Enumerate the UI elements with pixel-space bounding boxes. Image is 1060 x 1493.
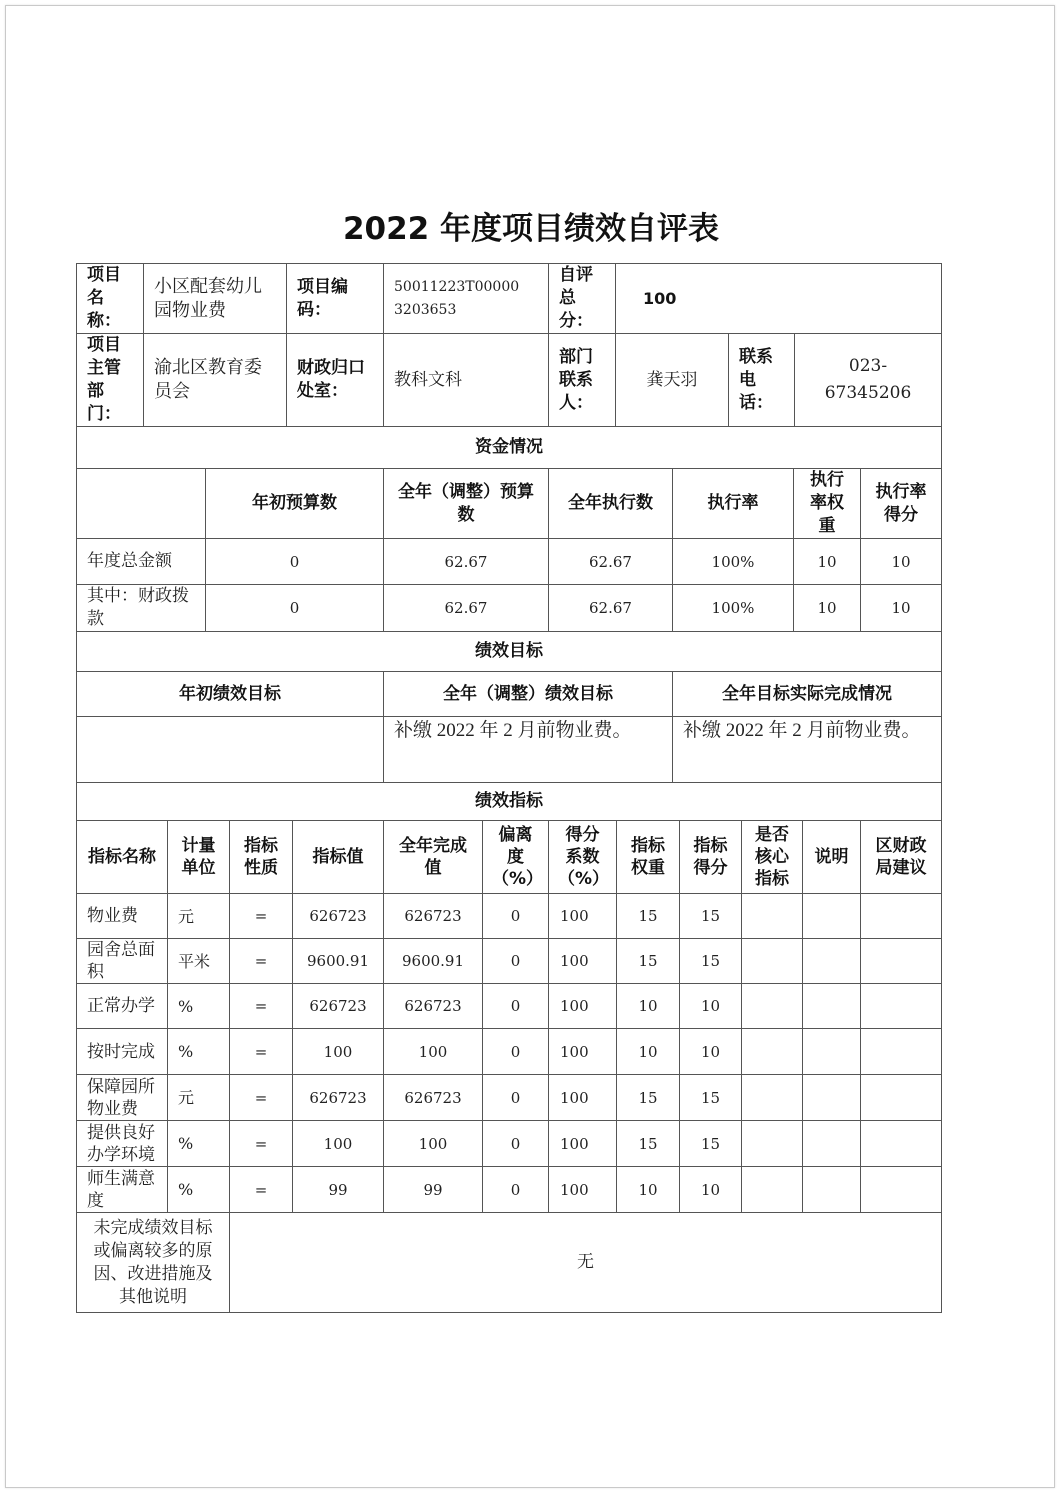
indicator-nature: = — [230, 939, 293, 984]
phone-label: 联系电话： — [729, 334, 795, 427]
funds-header: 执行率得分 — [861, 469, 942, 539]
indicator-nature: = — [230, 894, 293, 939]
funds-row-label: 其中：财政拨款 — [77, 585, 206, 632]
indicator-core-flag — [742, 1075, 803, 1121]
indicator-finance-suggestion — [861, 1167, 942, 1213]
project-code-label: 项目编码： — [287, 264, 384, 334]
finance-office-value: 教科文科 — [384, 334, 549, 427]
funds-cell: 0 — [206, 585, 384, 632]
indicator-name: 保障园所物业费 — [77, 1075, 168, 1121]
indicator-score: 10 — [680, 1029, 742, 1075]
indicator-score: 10 — [680, 1167, 742, 1213]
indicator-target: 626723 — [293, 894, 384, 939]
indicator-score-coefficient: 100 — [549, 894, 617, 939]
indicator-weight: 10 — [617, 1029, 680, 1075]
indicator-weight: 10 — [617, 984, 680, 1029]
goals-header-row — [77, 672, 942, 717]
actual-completion-value: 补缴 2022 年 2 月前物业费。 — [673, 717, 942, 783]
funds-header: 全年执行数 — [549, 469, 673, 539]
indicator-core-flag — [742, 939, 803, 984]
funds-header: 年初预算数 — [206, 469, 384, 539]
indicator-score: 15 — [680, 894, 742, 939]
funds-cell: 62.67 — [384, 539, 549, 585]
document-title: 2022 年度项目绩效自评表 — [342, 211, 720, 247]
indicator-note — [803, 894, 861, 939]
project-info-row — [77, 334, 942, 427]
indicator-actual: 100 — [384, 1121, 483, 1167]
indicator-deviation: 0 — [483, 1075, 549, 1121]
indicator-deviation: 0 — [483, 894, 549, 939]
funds-row — [77, 539, 942, 585]
indicator-score-coefficient: 100 — [549, 939, 617, 984]
indicator-note — [803, 1029, 861, 1075]
indicator-unit: % — [168, 1167, 230, 1213]
indicator-header: 指标名称 — [77, 821, 168, 894]
funds-cell: 100% — [673, 539, 794, 585]
indicator-header: 说明 — [803, 821, 861, 894]
project-code-value: 50011223T000003203653 — [384, 264, 549, 334]
indicator-finance-suggestion — [861, 984, 942, 1029]
actual-completion-header: 全年目标实际完成情况 — [673, 672, 942, 717]
funds-table — [76, 468, 942, 672]
indicator-note — [803, 984, 861, 1029]
phone-value: 023-67345206 — [795, 334, 942, 427]
funds-cell: 100% — [673, 585, 794, 632]
indicator-actual: 626723 — [384, 1075, 483, 1121]
indicator-name: 正常办学 — [77, 984, 168, 1029]
indicator-weight: 15 — [617, 939, 680, 984]
indicator-finance-suggestion — [861, 1075, 942, 1121]
indicator-header: 指标权重 — [617, 821, 680, 894]
indicator-core-flag — [742, 984, 803, 1029]
indicator-note — [803, 1075, 861, 1121]
indicator-nature: = — [230, 1029, 293, 1075]
indicator-header: 全年完成值 — [384, 821, 483, 894]
section-header-row — [77, 783, 942, 821]
indicator-core-flag — [742, 1167, 803, 1213]
indicator-header: 区财政局建议 — [861, 821, 942, 894]
indicator-finance-suggestion — [861, 1029, 942, 1075]
indicator-nature: = — [230, 1075, 293, 1121]
indicator-header: 计量单位 — [168, 821, 230, 894]
indicator-unit: 平米 — [168, 939, 230, 984]
goals-section-title: 绩效目标 — [77, 632, 942, 672]
remark-label: 未完成绩效目标或偏离较多的原因、改进措施及其他说明 — [77, 1213, 230, 1313]
indicator-row — [77, 1167, 942, 1213]
funds-cell: 10 — [794, 585, 861, 632]
indicator-score: 15 — [680, 1075, 742, 1121]
indicator-unit: % — [168, 984, 230, 1029]
indicator-score-coefficient: 100 — [549, 1167, 617, 1213]
indicator-core-flag — [742, 894, 803, 939]
indicator-unit: % — [168, 1121, 230, 1167]
funds-row — [77, 585, 942, 632]
indicator-target: 99 — [293, 1167, 384, 1213]
goals-row — [77, 717, 942, 783]
goals-table — [76, 671, 942, 821]
project-name-value: 小区配套幼儿园物业费 — [144, 264, 287, 334]
funds-header-row — [77, 469, 942, 539]
self-score-label: 自评总分： — [549, 264, 616, 334]
indicator-target: 626723 — [293, 984, 384, 1029]
indicator-nature: = — [230, 1121, 293, 1167]
initial-goal-header: 年初绩效目标 — [77, 672, 384, 717]
indicator-nature: = — [230, 984, 293, 1029]
contact-person-label: 部门联系人： — [549, 334, 616, 427]
indicator-actual: 626723 — [384, 894, 483, 939]
indicator-target: 100 — [293, 1121, 384, 1167]
indicator-note — [803, 1167, 861, 1213]
indicator-actual: 9600.91 — [384, 939, 483, 984]
funds-section-title: 资金情况 — [77, 427, 942, 469]
indicator-name: 物业费 — [77, 894, 168, 939]
indicator-header: 偏离度（%） — [483, 821, 549, 894]
indicator-name: 按时完成 — [77, 1029, 168, 1075]
adjusted-goal-value: 补缴 2022 年 2 月前物业费。 — [384, 717, 673, 783]
indicators-section-title: 绩效指标 — [77, 783, 942, 821]
section-header-row — [77, 427, 942, 469]
funds-cell: 10 — [794, 539, 861, 585]
funds-cell: 62.67 — [549, 585, 673, 632]
funds-cell: 62.67 — [384, 585, 549, 632]
contact-person-value: 龚天羽 — [616, 334, 729, 427]
funds-corner-cell — [77, 469, 206, 539]
indicator-weight: 15 — [617, 894, 680, 939]
indicator-unit: 元 — [168, 1075, 230, 1121]
funds-cell: 10 — [861, 585, 942, 632]
indicator-header: 是否核心指标 — [742, 821, 803, 894]
indicator-row — [77, 1075, 942, 1121]
indicator-deviation: 0 — [483, 1121, 549, 1167]
indicator-weight: 15 — [617, 1075, 680, 1121]
indicator-row — [77, 1121, 942, 1167]
indicator-deviation: 0 — [483, 984, 549, 1029]
indicators-header-row — [77, 821, 942, 894]
indicator-nature: = — [230, 1167, 293, 1213]
self-score-value: 100 — [616, 264, 942, 334]
funds-cell: 0 — [206, 539, 384, 585]
project-info-table — [76, 263, 942, 469]
indicator-target: 626723 — [293, 1075, 384, 1121]
funds-header: 执行率 — [673, 469, 794, 539]
indicator-score-coefficient: 100 — [549, 1029, 617, 1075]
indicator-note — [803, 939, 861, 984]
indicator-actual: 99 — [384, 1167, 483, 1213]
indicator-score-coefficient: 100 — [549, 1075, 617, 1121]
indicator-header: 指标值 — [293, 821, 384, 894]
indicator-row — [77, 1029, 942, 1075]
indicator-unit: % — [168, 1029, 230, 1075]
section-header-row — [77, 632, 942, 672]
document-page — [5, 5, 1055, 1488]
indicator-weight: 15 — [617, 1121, 680, 1167]
indicator-score-coefficient: 100 — [549, 984, 617, 1029]
indicator-deviation: 0 — [483, 939, 549, 984]
indicator-core-flag — [742, 1029, 803, 1075]
indicator-note — [803, 1121, 861, 1167]
finance-office-label: 财政归口处室： — [287, 334, 384, 427]
indicator-finance-suggestion — [861, 1121, 942, 1167]
initial-goal-value — [77, 717, 384, 783]
indicator-finance-suggestion — [861, 894, 942, 939]
indicator-actual: 100 — [384, 1029, 483, 1075]
funds-cell: 62.67 — [549, 539, 673, 585]
indicator-deviation: 0 — [483, 1029, 549, 1075]
indicator-score: 15 — [680, 939, 742, 984]
indicator-header: 指标得分 — [680, 821, 742, 894]
department-label: 项目主管部门： — [77, 334, 144, 427]
indicator-name: 提供良好办学环境 — [77, 1121, 168, 1167]
project-name-label: 项目名称： — [77, 264, 144, 334]
funds-row-label: 年度总金额 — [77, 539, 206, 585]
indicator-deviation: 0 — [483, 1167, 549, 1213]
indicator-actual: 626723 — [384, 984, 483, 1029]
indicator-row — [77, 984, 942, 1029]
indicator-header: 指标性质 — [230, 821, 293, 894]
evaluation-form — [76, 263, 941, 1313]
indicator-score: 15 — [680, 1121, 742, 1167]
indicator-name: 师生满意度 — [77, 1167, 168, 1213]
funds-header: 执行率权重 — [794, 469, 861, 539]
indicator-target: 100 — [293, 1029, 384, 1075]
indicator-core-flag — [742, 1121, 803, 1167]
project-info-row — [77, 264, 942, 334]
adjusted-goal-header: 全年（调整）绩效目标 — [384, 672, 673, 717]
indicators-table — [76, 820, 942, 1313]
remark-value: 无 — [230, 1213, 942, 1313]
indicator-name: 园舍总面积 — [77, 939, 168, 984]
indicator-score-coefficient: 100 — [549, 1121, 617, 1167]
funds-header: 全年（调整）预算数 — [384, 469, 549, 539]
indicator-target: 9600.91 — [293, 939, 384, 984]
remark-row — [77, 1213, 942, 1313]
indicator-score: 10 — [680, 984, 742, 1029]
indicator-weight: 10 — [617, 1167, 680, 1213]
department-value: 渝北区教育委员会 — [144, 334, 287, 427]
indicator-row — [77, 894, 942, 939]
indicator-header: 得分系数（%） — [549, 821, 617, 894]
funds-cell: 10 — [861, 539, 942, 585]
indicator-unit: 元 — [168, 894, 230, 939]
indicator-finance-suggestion — [861, 939, 942, 984]
indicator-row — [77, 939, 942, 984]
